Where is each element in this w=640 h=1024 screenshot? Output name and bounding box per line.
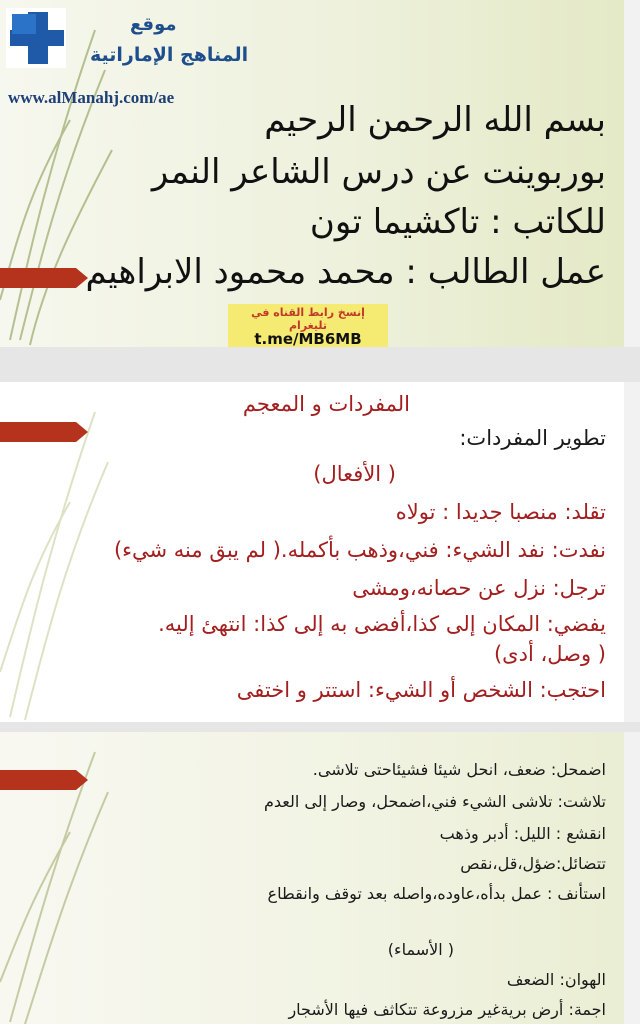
slide-edge <box>624 0 640 347</box>
section-nouns: ( الأسماء) <box>387 940 454 959</box>
slide1-line-student: عمل الطالب : محمد محمود الابراهيم <box>85 252 606 292</box>
ribbon-marker <box>0 770 88 790</box>
vocab-item: تلاشت: تلاشى الشيء فني،اضمحل، وصار إلى العدم <box>264 792 606 811</box>
site-url[interactable]: www.alManahj.com/ae <box>8 88 175 107</box>
vocab-item: ( وصل، أدى) <box>493 642 606 666</box>
slide2-title: المفردات و المعجم <box>242 392 410 416</box>
noun-item: اجمة: أرض بريةغير مزروعة تتكاثف فيها الأشجار <box>288 1000 606 1019</box>
vocab-item: تتضائل:ضؤل،قل،نقص <box>460 854 606 873</box>
site-name-line2: المناهج الإماراتية <box>90 44 249 66</box>
slide1-line-title: بوربوينت عن درس الشاعر النمر <box>151 152 606 192</box>
vocab-item: نفدت: نفد الشيء: فني،وذهب بأكمله.( لم يبق منه شيء) <box>113 538 606 562</box>
ribbon-marker <box>0 268 88 288</box>
vocab-item: تقلد: منصبا جديدا : تولاه <box>395 500 606 524</box>
section-verbs: ( الأفعال) <box>313 462 396 486</box>
noun-item: الهوان: الضعف <box>506 970 606 989</box>
ribbon-marker <box>0 422 88 442</box>
slide1-line-basmala: بسم الله الرحمن الرحيم <box>264 100 606 140</box>
title-slide <box>0 0 624 347</box>
vocab-item: اضمحل: ضعف، انحل شيئا فشيئاحتى تلاشى. <box>312 760 606 779</box>
telegram-line2: تليغرام <box>289 319 327 332</box>
slide-edge <box>624 732 640 1024</box>
slide1-line-author: للكاتب : تاكشيما تون <box>309 202 606 242</box>
site-name-line1: موقع <box>130 14 177 35</box>
vocabulary-slide-2 <box>0 732 624 1024</box>
vocab-item: احتجب: الشخص أو الشيء: استتر و اختفى <box>236 678 606 702</box>
vocab-item: انقشع : الليل: أدبر وذهب <box>439 824 606 843</box>
vocab-item: يفضي: المكان إلى كذا،أفضى به إلى كذا: انتهئ إليه. <box>158 612 606 636</box>
logo-icon <box>6 8 66 68</box>
vocab-item: ترجل: نزل عن حصانه،ومشى <box>352 576 606 600</box>
telegram-line1: إنسخ رابط القناه في <box>251 306 365 319</box>
vocab-item: استأنف : عمل بدأه،عاوده،واصله بعد توقف وانقطاع <box>267 884 606 903</box>
telegram-link[interactable]: t.me/MB6MB <box>254 330 362 347</box>
telegram-banner[interactable] <box>228 304 388 347</box>
vocabulary-slide <box>0 382 624 722</box>
slide-edge <box>624 382 640 722</box>
slide2-subtitle: تطوير المفردات: <box>459 426 606 450</box>
